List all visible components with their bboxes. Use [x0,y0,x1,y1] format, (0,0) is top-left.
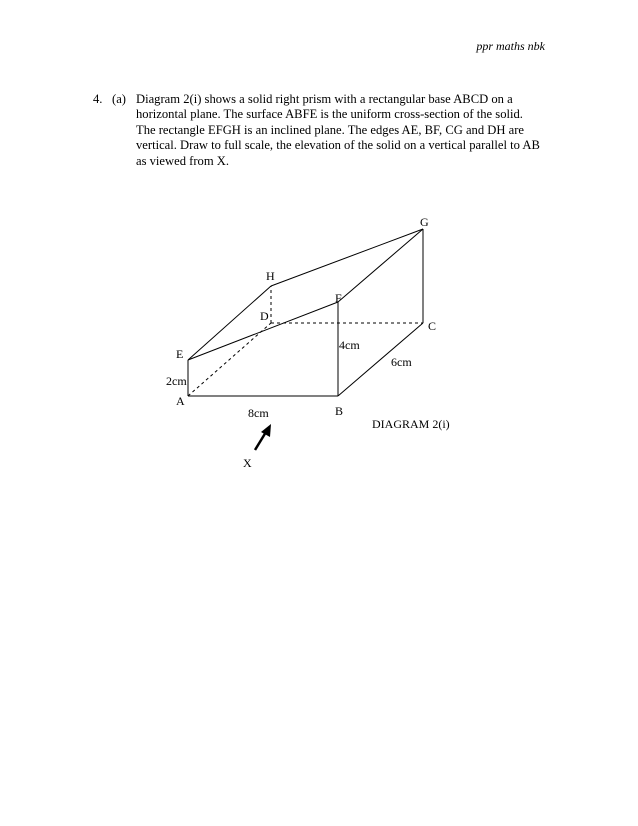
measure-bf: 4cm [339,338,360,352]
hidden-edge-ad [188,323,271,396]
label-g: G [420,215,429,229]
label-d: D [260,309,269,323]
diagram-caption: DIAGRAM 2(i) [372,417,450,431]
edge-eh [188,286,271,360]
measure-bc: 6cm [391,355,412,369]
question-line: as viewed from X. [136,153,230,168]
label-b: B [335,404,344,418]
page-header: ppr maths nbk [476,39,545,53]
measure-ae: 2cm [166,374,187,388]
label-f: F [335,291,342,305]
question-line: The rectangle EFGH is an inclined plane. The edges AE, BF, CG and DH are [136,122,525,137]
label-h: H [266,269,275,283]
edge-fg [338,229,423,302]
question-line: horizontal plane. The surface ABFE is the uniform cross-section of the solid. [136,107,523,122]
question-line: Diagram 2(i) shows a solid right prism with a rectangular base ABCD on a [136,92,513,106]
question-number: 4. [93,92,103,106]
hidden-edges [188,286,423,396]
label-c: C [428,319,437,333]
question-line: vertical. Draw to full scale, the elevation of the solid on a vertical parallel to AB [136,138,540,153]
label-e: E [176,347,184,361]
edge-hg [271,229,423,286]
label-x: X [243,456,252,470]
question-part: (a) [112,92,126,106]
measure-ab: 8cm [248,406,269,420]
label-a: A [176,394,185,408]
visible-edges [188,229,423,396]
view-arrow [255,424,271,450]
